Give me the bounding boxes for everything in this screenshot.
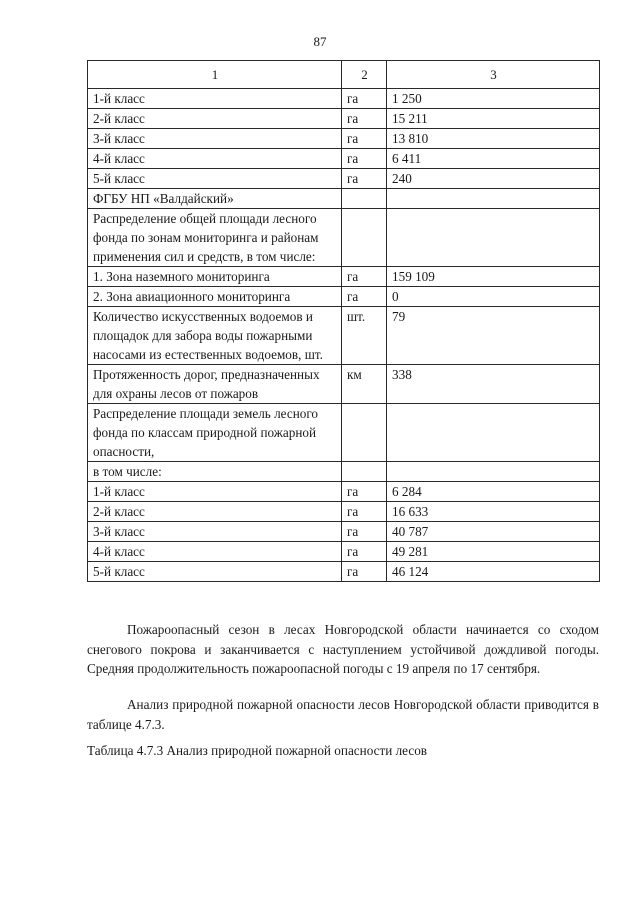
row-unit: [342, 462, 387, 482]
table-row: [88, 209, 600, 267]
row-unit: га: [342, 522, 387, 542]
table-row: [88, 542, 600, 562]
row-value: 49 281: [387, 542, 600, 562]
row-name: 5-й класс: [88, 169, 342, 189]
row-name: 2-й класс: [88, 502, 342, 522]
table-row: [88, 365, 600, 404]
table-row: [88, 307, 600, 365]
row-value: [387, 209, 600, 267]
row-unit: га: [342, 562, 387, 582]
table-row: [88, 129, 600, 149]
table-row: [88, 287, 600, 307]
row-value: 46 124: [387, 562, 600, 582]
row-value: 79: [387, 307, 600, 365]
table-caption: Таблица 4.7.3 Анализ природной пожарной опасности лесов: [87, 743, 428, 758]
table-row: [88, 462, 600, 482]
row-name: Распределение общей площади лесного фонда по зонам мониторинга и районам применения сил и средств, в том числе:: [88, 209, 342, 267]
row-value: 6 284: [387, 482, 600, 502]
table-row: [88, 109, 600, 129]
table-row: [88, 562, 600, 582]
paragraph-analysis-reference: Анализ природной пожарной опасности лесов Новгородской области приводится в таблице 4.7.3.: [87, 697, 599, 732]
data-table: [87, 60, 600, 582]
row-unit: га: [342, 267, 387, 287]
row-name: в том числе:: [88, 462, 342, 482]
row-value: 240: [387, 169, 600, 189]
row-unit: га: [342, 129, 387, 149]
table-row: [88, 267, 600, 287]
table-row: [88, 169, 600, 189]
table-row: [88, 189, 600, 209]
row-value: 15 211: [387, 109, 600, 129]
row-unit: га: [342, 542, 387, 562]
row-value: [387, 462, 600, 482]
row-value: 1 250: [387, 89, 600, 109]
column-header: 2: [342, 61, 387, 89]
row-value: 6 411: [387, 149, 600, 169]
row-name: Количество искусственных водоемов и площадок для забора воды пожарными насосами из естественных водоемов, шт.: [88, 307, 342, 365]
row-name: ФГБУ НП «Валдайский»: [88, 189, 342, 209]
row-unit: [342, 189, 387, 209]
row-unit: га: [342, 482, 387, 502]
table-row: [88, 522, 600, 542]
column-header: 1: [88, 61, 342, 89]
row-unit: [342, 404, 387, 462]
row-unit: га: [342, 169, 387, 189]
table-row: [88, 482, 600, 502]
row-name: 1-й класс: [88, 482, 342, 502]
row-value: 13 810: [387, 129, 600, 149]
row-name: 1. Зона наземного мониторинга: [88, 267, 342, 287]
row-unit: км: [342, 365, 387, 404]
row-name: Распределение площади земель лесного фонда по классам природной пожарной опасности,: [88, 404, 342, 462]
row-unit: га: [342, 287, 387, 307]
row-name: 4-й класс: [88, 542, 342, 562]
row-name: 4-й класс: [88, 149, 342, 169]
row-value: [387, 189, 600, 209]
row-unit: шт.: [342, 307, 387, 365]
table-row: [88, 149, 600, 169]
row-name: 2-й класс: [88, 109, 342, 129]
row-name: 3-й класс: [88, 522, 342, 542]
row-value: 338: [387, 365, 600, 404]
table-row: [88, 404, 600, 462]
row-unit: га: [342, 502, 387, 522]
row-value: 16 633: [387, 502, 600, 522]
table-row: [88, 89, 600, 109]
row-name: 2. Зона авиационного мониторинга: [88, 287, 342, 307]
page-number: 87: [313, 34, 327, 49]
row-value: 159 109: [387, 267, 600, 287]
paragraph-fire-season: Пожароопасный сезон в лесах Новгородской области начинается со сходом снегового покрова и заканчивается с наступлением устойчивой дождливой погоды. Средняя продолжительность пожароопасной погоды с 19 апреля по 17 сентября.: [87, 622, 599, 676]
row-value: 0: [387, 287, 600, 307]
row-name: 1-й класс: [88, 89, 342, 109]
row-name: 5-й класс: [88, 562, 342, 582]
row-value: 40 787: [387, 522, 600, 542]
table-row: [88, 502, 600, 522]
column-header: 3: [387, 61, 600, 89]
row-name: 3-й класс: [88, 129, 342, 149]
row-unit: га: [342, 109, 387, 129]
row-unit: [342, 209, 387, 267]
table-header-row: [88, 61, 600, 89]
row-name: Протяженность дорог, предназначенных для охраны лесов от пожаров: [88, 365, 342, 404]
row-value: [387, 404, 600, 462]
row-unit: га: [342, 89, 387, 109]
row-unit: га: [342, 149, 387, 169]
